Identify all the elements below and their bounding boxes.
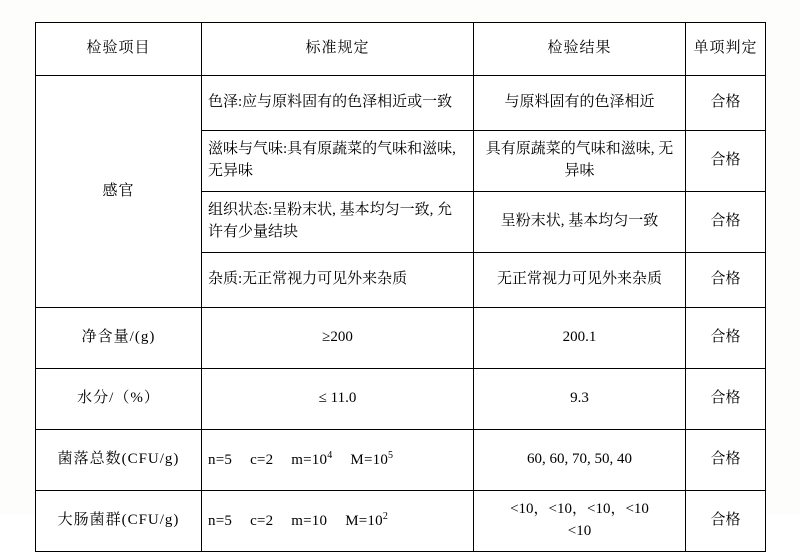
sensory-standard-texture (202, 192, 474, 253)
result-moisture: 9.3 (474, 369, 686, 430)
sensory-judge-texture: 合格 (686, 192, 766, 253)
sensory-taste-label: 滋味与气味: (208, 141, 288, 158)
result-coliform-line2: <10 (567, 523, 592, 539)
judge-moisture: 合格 (686, 369, 766, 430)
sensory-judge-color: 合格 (686, 76, 766, 131)
sensory-judge-impurity: 合格 (686, 253, 766, 308)
table-header-row (36, 23, 766, 76)
result-aerobic-count: 60, 60, 70, 50, 40 (474, 430, 686, 491)
standard-coliform (202, 491, 474, 552)
header-result: 检验结果 (474, 23, 686, 76)
table-row (36, 369, 766, 430)
aerobic-m (291, 449, 333, 468)
coliform-M-exp: 2 (382, 510, 389, 522)
standard-moisture: ≤ 11.0 (202, 369, 474, 430)
header-judgement: 单项判定 (686, 23, 766, 76)
standard-net-content: ≥200 (202, 308, 474, 369)
sensory-standard-color (202, 76, 474, 131)
coliform-n: n=5 (208, 512, 233, 529)
sensory-judge-taste: 合格 (686, 131, 766, 192)
standard-aerobic-count (202, 430, 474, 491)
coliform-M-base: M=10 (345, 512, 383, 529)
sensory-impurity-label: 杂质: (208, 271, 243, 288)
aerobic-m-exp: 4 (327, 449, 333, 461)
header-item: 检验项目 (36, 23, 202, 76)
inspection-report-table (35, 22, 766, 552)
sensory-item-label: 感官 (36, 76, 202, 308)
aerobic-M (350, 449, 394, 468)
table-row (36, 76, 766, 131)
sensory-result-taste: 具有原蔬菜的气味和滋味, 无异味 (474, 131, 686, 192)
judge-aerobic-count: 合格 (686, 430, 766, 491)
sensory-result-color: 与原料固有的色泽相近 (474, 76, 686, 131)
table-row (36, 430, 766, 491)
table-row (36, 308, 766, 369)
result-coliform (474, 491, 686, 552)
sensory-impurity-text: 无正常视力可见外来杂质 (242, 271, 408, 288)
sensory-taste-text: 具有原蔬菜的气味和滋味, 无异味 (208, 141, 456, 179)
aerobic-m-base: m=10 (291, 451, 328, 468)
judge-net-content: 合格 (686, 308, 766, 369)
item-aerobic-count: 菌落总数(CFU/g) (36, 430, 202, 491)
sensory-color-text: 应与原料固有的色泽相近或一致 (242, 94, 453, 111)
judge-coliform: 合格 (686, 491, 766, 552)
item-net-content: 净含量/(g) (36, 308, 202, 369)
sensory-result-impurity: 无正常视力可见外来杂质 (474, 253, 686, 308)
item-coliform: 大肠菌群(CFU/g) (36, 491, 202, 552)
result-coliform-line1: <10，<10，<10，<10 (510, 501, 649, 518)
sensory-color-label: 色泽: (208, 94, 243, 111)
coliform-m-base: m=10 (291, 512, 328, 529)
aerobic-c: c=2 (250, 451, 274, 468)
sensory-texture-label: 组织状态: (208, 202, 273, 219)
aerobic-M-base: M=10 (350, 451, 389, 468)
sensory-result-texture: 呈粉末状, 基本均匀一致 (474, 192, 686, 253)
aerobic-n: n=5 (208, 451, 233, 468)
result-net-content: 200.1 (474, 308, 686, 369)
coliform-M (345, 510, 389, 529)
item-moisture: 水分/（%） (36, 369, 202, 430)
aerobic-M-exp: 5 (388, 449, 394, 461)
table-row (36, 491, 766, 552)
sensory-standard-impurity (202, 253, 474, 308)
sensory-texture-text: 呈粉末状, 基本均匀一致, 允许有少量结块 (208, 202, 453, 240)
header-standard: 标准规定 (202, 23, 474, 76)
sensory-standard-taste (202, 131, 474, 192)
coliform-c: c=2 (250, 512, 274, 529)
coliform-m (291, 513, 327, 529)
